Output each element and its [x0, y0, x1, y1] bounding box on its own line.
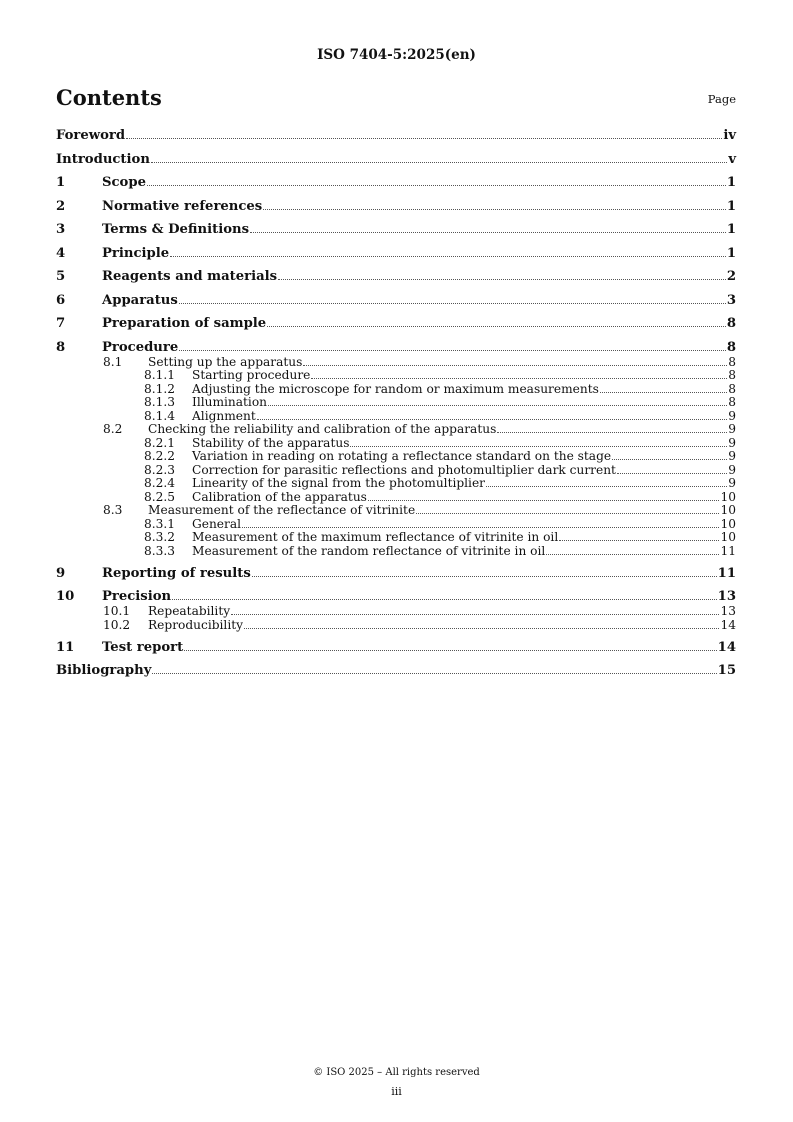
toc-entry-page: 14	[717, 639, 736, 655]
toc-entry-title: Stability of the apparatus	[192, 435, 350, 450]
toc-entry-page: 8	[726, 316, 736, 331]
dot-leader	[612, 458, 727, 460]
page-number: iii	[391, 1085, 402, 1098]
toc-entry-number: 6	[56, 292, 66, 308]
toc-entry-page: 10	[720, 503, 736, 517]
toc-entry[interactable]	[56, 663, 736, 679]
toc-entry[interactable]	[56, 369, 736, 383]
toc-entry-title: Checking the reliability and calibration of the apparatus	[148, 422, 497, 436]
toc-entry-number: 8.2.3	[144, 462, 176, 477]
toc-entry-title: Alignment	[192, 408, 256, 423]
dot-leader	[152, 672, 716, 674]
toc-entry-title: Reproducibility	[148, 617, 244, 632]
toc-entry[interactable]	[56, 269, 736, 285]
toc-entry-page: 9	[728, 449, 736, 463]
copyright-notice: © ISO 2025 – All rights reserved	[313, 1067, 480, 1078]
dot-leader	[263, 208, 726, 210]
toc-entry-page: 1	[726, 222, 736, 237]
dot-leader	[303, 364, 727, 366]
toc-entry[interactable]	[56, 464, 736, 478]
toc-entry[interactable]	[56, 293, 736, 309]
toc-entry-number: 10.2	[103, 617, 131, 632]
dot-leader	[600, 391, 727, 393]
dot-leader	[151, 161, 727, 163]
toc-entry-title: Repeatability	[148, 604, 231, 618]
toc-entry-number: 8.1.1	[144, 368, 176, 382]
toc-entry-title: Measurement of the maximum reflectance of vitrinite in oil	[192, 530, 559, 544]
toc-entry-page: 9	[728, 435, 736, 450]
toc-entry-number: 8.2.2	[144, 449, 176, 463]
toc-entry[interactable]	[56, 437, 736, 451]
toc-entry[interactable]	[56, 566, 736, 582]
contents-heading: Contents	[56, 85, 162, 110]
toc-entry-number: 2	[56, 198, 66, 214]
toc-entry[interactable]	[56, 605, 736, 619]
toc-entry-title: Introduction	[56, 151, 150, 167]
toc-entry-number: 8.2.4	[144, 476, 176, 490]
dot-leader	[179, 349, 726, 351]
toc-entry-page: 11	[720, 543, 736, 558]
toc-entry-page: 1	[726, 245, 736, 261]
toc-entry-page: 1	[726, 175, 736, 190]
toc-entry-page: 13	[720, 604, 736, 618]
toc-entry[interactable]	[56, 545, 736, 559]
dot-leader	[147, 184, 726, 186]
dot-leader	[179, 302, 726, 304]
dot-leader	[368, 499, 720, 501]
toc-entry-number: 10	[56, 589, 75, 604]
toc-entry[interactable]	[56, 531, 736, 545]
toc-entry-number: 8.2.5	[144, 489, 176, 504]
toc-entry-page: 8	[728, 395, 736, 409]
toc-entry-title: Measurement of the random reflectance of vitrinite in oil	[192, 543, 546, 558]
toc-entry-number: 8.1.4	[144, 408, 176, 423]
toc-entry-page: iv	[723, 128, 736, 143]
toc-entry[interactable]	[56, 383, 736, 397]
toc-entry[interactable]	[56, 356, 736, 370]
toc-entry-title: Terms & Definitions	[102, 222, 250, 237]
toc-entry[interactable]	[56, 640, 736, 656]
toc-entry-title: Normative references	[102, 198, 263, 214]
toc-entry-page: 8	[728, 381, 736, 396]
toc-entry-page: 15	[717, 663, 736, 678]
dot-leader	[416, 512, 719, 514]
document-identifier: ISO 7404-5:2025(en)	[317, 47, 476, 63]
toc-entry[interactable]	[56, 340, 736, 356]
toc-entry-page: 11	[717, 565, 736, 581]
dot-leader	[184, 649, 716, 651]
toc-entry[interactable]	[56, 619, 736, 633]
dot-leader	[546, 553, 719, 555]
toc-entry[interactable]	[56, 316, 736, 332]
dot-leader	[268, 404, 727, 406]
dot-leader	[172, 598, 717, 600]
toc-entry-number: 1	[56, 175, 66, 190]
toc-entry-page: 8	[728, 368, 736, 382]
toc-entry-title: Starting procedure	[192, 368, 311, 382]
toc-entry-page: 9	[728, 476, 736, 490]
toc-entry-title: Test report	[102, 639, 184, 655]
toc-entry[interactable]	[56, 410, 736, 424]
dot-leader	[559, 539, 719, 541]
dot-leader	[486, 485, 727, 487]
dot-leader	[242, 526, 719, 528]
toc-entry-title: Measurement of the reflectance of vitrinite	[148, 503, 416, 517]
toc-entry-number: 8	[56, 339, 66, 355]
toc-entry-title: Reporting of results	[102, 565, 251, 581]
dot-leader	[250, 231, 726, 233]
toc-entry-title: Bibliography	[56, 663, 152, 678]
toc-entry-title: Variation in reading on rotating a reflectance standard on the stage	[192, 449, 612, 463]
toc-entry-title: General	[192, 516, 241, 531]
toc-entry-page: 10	[720, 530, 736, 544]
dot-leader	[244, 627, 719, 629]
dot-leader	[252, 575, 717, 577]
toc-entry-title: Procedure	[102, 339, 179, 355]
toc-entry-number: 4	[56, 245, 66, 261]
toc-entry[interactable]	[56, 589, 736, 605]
toc-entry[interactable]	[56, 396, 736, 410]
toc-entry-number: 8.2.1	[144, 435, 176, 450]
toc-entry-number: 8.1	[103, 354, 123, 369]
toc-entry-number: 8.3	[103, 503, 123, 517]
toc-entry-page: 3	[726, 292, 736, 308]
toc-entry-title: Calibration of the apparatus	[192, 489, 367, 504]
toc-entry-page: 10	[720, 516, 736, 531]
toc-entry[interactable]	[56, 222, 736, 238]
toc-entry-number: 9	[56, 565, 66, 581]
toc-entry-page: 14	[720, 617, 736, 632]
dot-leader	[170, 255, 726, 257]
toc-entry-number: 10.1	[103, 604, 131, 618]
toc-entry-title: Correction for parasitic reflections and photomultiplier dark current	[192, 462, 616, 477]
toc-entry-title: Linearity of the signal from the photomultiplier	[192, 476, 485, 490]
toc-entry-title: Setting up the apparatus	[148, 354, 303, 369]
toc-entry-number: 11	[56, 639, 75, 655]
toc-entry-page: 10	[720, 489, 736, 504]
toc-entry-title: Reagents and materials	[102, 269, 278, 284]
toc-entry[interactable]	[56, 518, 736, 532]
toc-entry-title: Principle	[102, 245, 170, 261]
toc-entry-number: 8.3.1	[144, 516, 176, 531]
toc-entry-title: Preparation of sample	[102, 316, 267, 331]
toc-entry-number: 8.1.3	[144, 395, 176, 409]
dot-leader	[350, 445, 727, 447]
toc-entry-number: 8.3.2	[144, 530, 176, 544]
toc-entry[interactable]	[56, 491, 736, 505]
toc-entry-page: 8	[726, 339, 736, 355]
dot-leader	[231, 613, 719, 615]
toc-entry-title: Scope	[102, 175, 146, 190]
toc-entry-number: 8.3.3	[144, 543, 176, 558]
dot-leader	[311, 377, 727, 379]
toc-entry-number: 8.1.2	[144, 381, 176, 396]
toc-entry-title: Illumination	[192, 395, 268, 409]
toc-entry-page: 8	[728, 354, 736, 369]
toc-entry[interactable]	[56, 504, 736, 518]
toc-entry[interactable]	[56, 450, 736, 464]
toc-entry-title: Precision	[102, 589, 172, 604]
toc-entry[interactable]	[56, 246, 736, 262]
toc-entry-page: 9	[728, 408, 736, 423]
toc-entry-page: 9	[728, 462, 736, 477]
dot-leader	[267, 325, 726, 327]
page-column-label: Page	[707, 92, 736, 106]
toc-entry-number: 8.2	[103, 422, 123, 436]
toc-entry[interactable]	[56, 152, 736, 168]
toc-entry-title: Adjusting the microscope for random or maximum measurements	[192, 381, 599, 396]
toc-entry-page: 2	[726, 269, 736, 284]
dot-leader	[126, 137, 722, 139]
toc-entry-title: Apparatus	[102, 292, 178, 308]
toc-entry-title: Foreword	[56, 128, 126, 143]
toc-entry-page: 1	[726, 198, 736, 214]
toc-entry-page: v	[728, 151, 736, 167]
toc-entry[interactable]	[56, 477, 736, 491]
dot-leader	[278, 278, 726, 280]
toc-entry-page: 13	[717, 589, 736, 604]
dot-leader	[497, 431, 727, 433]
toc-entry[interactable]	[56, 128, 736, 144]
toc-entry-page: 9	[728, 422, 736, 436]
toc-entry-number: 3	[56, 222, 66, 237]
toc-entry-number: 5	[56, 269, 66, 284]
dot-leader	[257, 418, 727, 420]
toc-entry[interactable]	[56, 199, 736, 215]
toc-entry-number: 7	[56, 316, 66, 331]
dot-leader	[617, 472, 727, 474]
toc-entry[interactable]	[56, 423, 736, 437]
table-of-contents	[56, 128, 736, 679]
toc-entry[interactable]	[56, 175, 736, 191]
